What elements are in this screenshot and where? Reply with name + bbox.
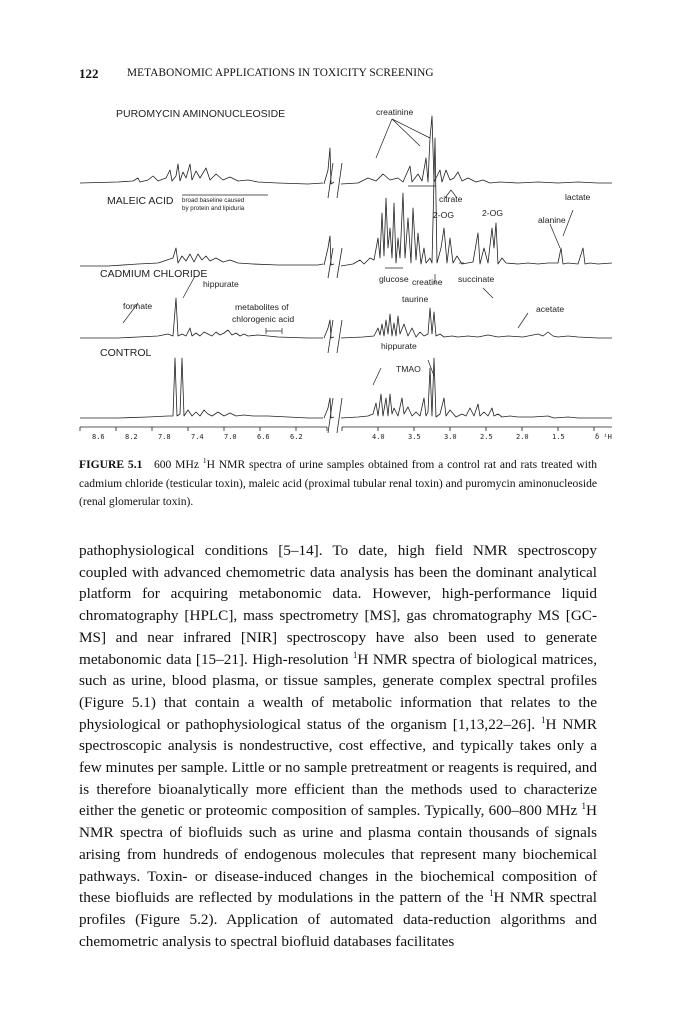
axis-break-marks: [328, 163, 342, 433]
tick-label: 2.5: [480, 433, 493, 441]
annot-broad-baseline-2: by protein and lipiduria: [182, 205, 245, 212]
annot-lactate: lactate: [565, 192, 591, 202]
figure-caption: [79, 456, 597, 512]
annot-citrate: citrate: [439, 194, 463, 204]
body-segment-4: H NMR spectra of biofluids such as urine and plasma contain thousands of signals arising from hundreds of endogenous molecules that represent many biochemical pathways. Toxin- or disease-induced changes in the biochemical composition of these biofluids are reflected by modulations in the pattern of the: [79, 802, 597, 907]
caption-text-1: 600 MHz: [153, 458, 203, 471]
body-segment-3: H NMR spectroscopic analysis is nondestructive, cost effective, and typically takes only a few minutes per sample. Little or no sample pretreatment or reagents is required, and is therefore bioanalytically more efficient than the methods used to characterize either the genetic or proteomic composition of samples. Typically, 600–800 MHz: [79, 715, 597, 820]
tick-label: 6.6: [257, 433, 270, 441]
label-cadmium-chloride: CADMIUM CHLORIDE: [100, 268, 208, 280]
spectrum-trace-cadmium: [80, 298, 612, 338]
tick-label: 7.0: [224, 433, 237, 441]
body-sup-1: 1: [352, 649, 358, 660]
tick-label: 3.5: [408, 433, 421, 441]
annotation-leaders: [123, 119, 573, 385]
annot-creatine: creatine: [412, 277, 443, 287]
running-head: [79, 66, 619, 84]
annot-metabolites-1: metabolites of: [235, 302, 289, 312]
body-segment-2: H NMR spectra of biological matrices, such as urine, blood plasma, or tissue samples, generate complex spectral profiles (Figure 5.1) that contain a wealth of metabolic information that relates to the physiological or pathophysiological status of the organism [1,13,22–26].: [79, 650, 598, 733]
tick-label: 1.5: [552, 433, 565, 441]
axis-unit-label: δ ¹H: [595, 433, 612, 441]
tick-label: 8.2: [125, 433, 138, 441]
body-paragraph: [79, 540, 597, 952]
tick-label: 4.0: [372, 433, 385, 441]
annot-glucose: glucose: [379, 274, 409, 284]
caption-figure-label: FIGURE 5.1: [79, 458, 143, 471]
body-sup-4: 1: [488, 888, 494, 899]
tick-label: 7.8: [158, 433, 171, 441]
tick-label: 6.2: [290, 433, 303, 441]
body-segment-1: pathophysiological conditions [5–14]. To date, high field NMR spectroscopy coupled with advanced chemometric data analysis has been the dominant analytical platform for acquiring metabonomic data. However, high-performance liquid chromatography [HPLC], mass spectrometry [MS], gas chromatography MS [GC-MS] and near infrared [NIR] spectroscopy have also been used to generate metabonomic data [15–21]. High-resolution: [79, 542, 597, 668]
annot-formate: formate: [123, 301, 153, 311]
annot-alanine: alanine: [538, 215, 566, 225]
annot-hippurate-control: hippurate: [381, 341, 417, 351]
annot-acetate: acetate: [536, 304, 565, 314]
annot-broad-baseline-1: broad baseline caused: [182, 197, 245, 204]
x-axis: [80, 427, 612, 431]
annot-hippurate-cadmium: hippurate: [203, 279, 239, 289]
annot-creatinine: creatinine: [376, 107, 414, 117]
tick-label: 8.6: [92, 433, 105, 441]
page-number: 122: [79, 66, 99, 81]
caption-text-2: H NMR spectra of urine samples obtained from a control rat and rats treated with cadmium chloride (testicular toxin), maleic acid (proximal tubular renal toxin) and puromycin aminonucleoside (renal glomerular toxin).: [79, 458, 598, 509]
annot-tmao: TMAO: [396, 364, 421, 374]
spectrum-trace-puromycin: [80, 116, 612, 184]
tick-labels-right: [372, 433, 565, 441]
body-segment-5: H NMR spectral profiles (Figure 5.2). Application of automated data-reduction algorithms and chemometric analysis to spectral biofluid databases facilitates: [79, 889, 597, 950]
label-puromycin: PUROMYCIN AMINONUCLEOSIDE: [116, 108, 286, 120]
annot-taurine: taurine: [402, 294, 429, 304]
annot-succinate: succinate: [458, 274, 495, 284]
label-maleic-acid: MALEIC ACID: [107, 195, 174, 207]
annot-2og-right: 2-OG: [482, 208, 504, 218]
caption-sup: 1: [202, 456, 207, 466]
tick-label: 3.0: [444, 433, 457, 441]
label-control: CONTROL: [100, 347, 152, 359]
tick-label: 7.4: [191, 433, 204, 441]
body-sup-2: 1: [540, 714, 546, 725]
tick-labels-left: [92, 433, 303, 441]
annot-2og-left: 2-OG: [433, 210, 455, 220]
nmr-figure: [78, 98, 613, 443]
tick-label: 2.0: [516, 433, 529, 441]
body-sup-3: 1: [581, 801, 587, 812]
nmr-spectra-svg: [78, 98, 613, 443]
running-title: METABONOMIC APPLICATIONS IN TOXICITY SCREENING: [127, 67, 434, 79]
annot-metabolites-2: chlorogenic acid: [232, 314, 295, 324]
spectrum-trace-control: [80, 358, 612, 418]
